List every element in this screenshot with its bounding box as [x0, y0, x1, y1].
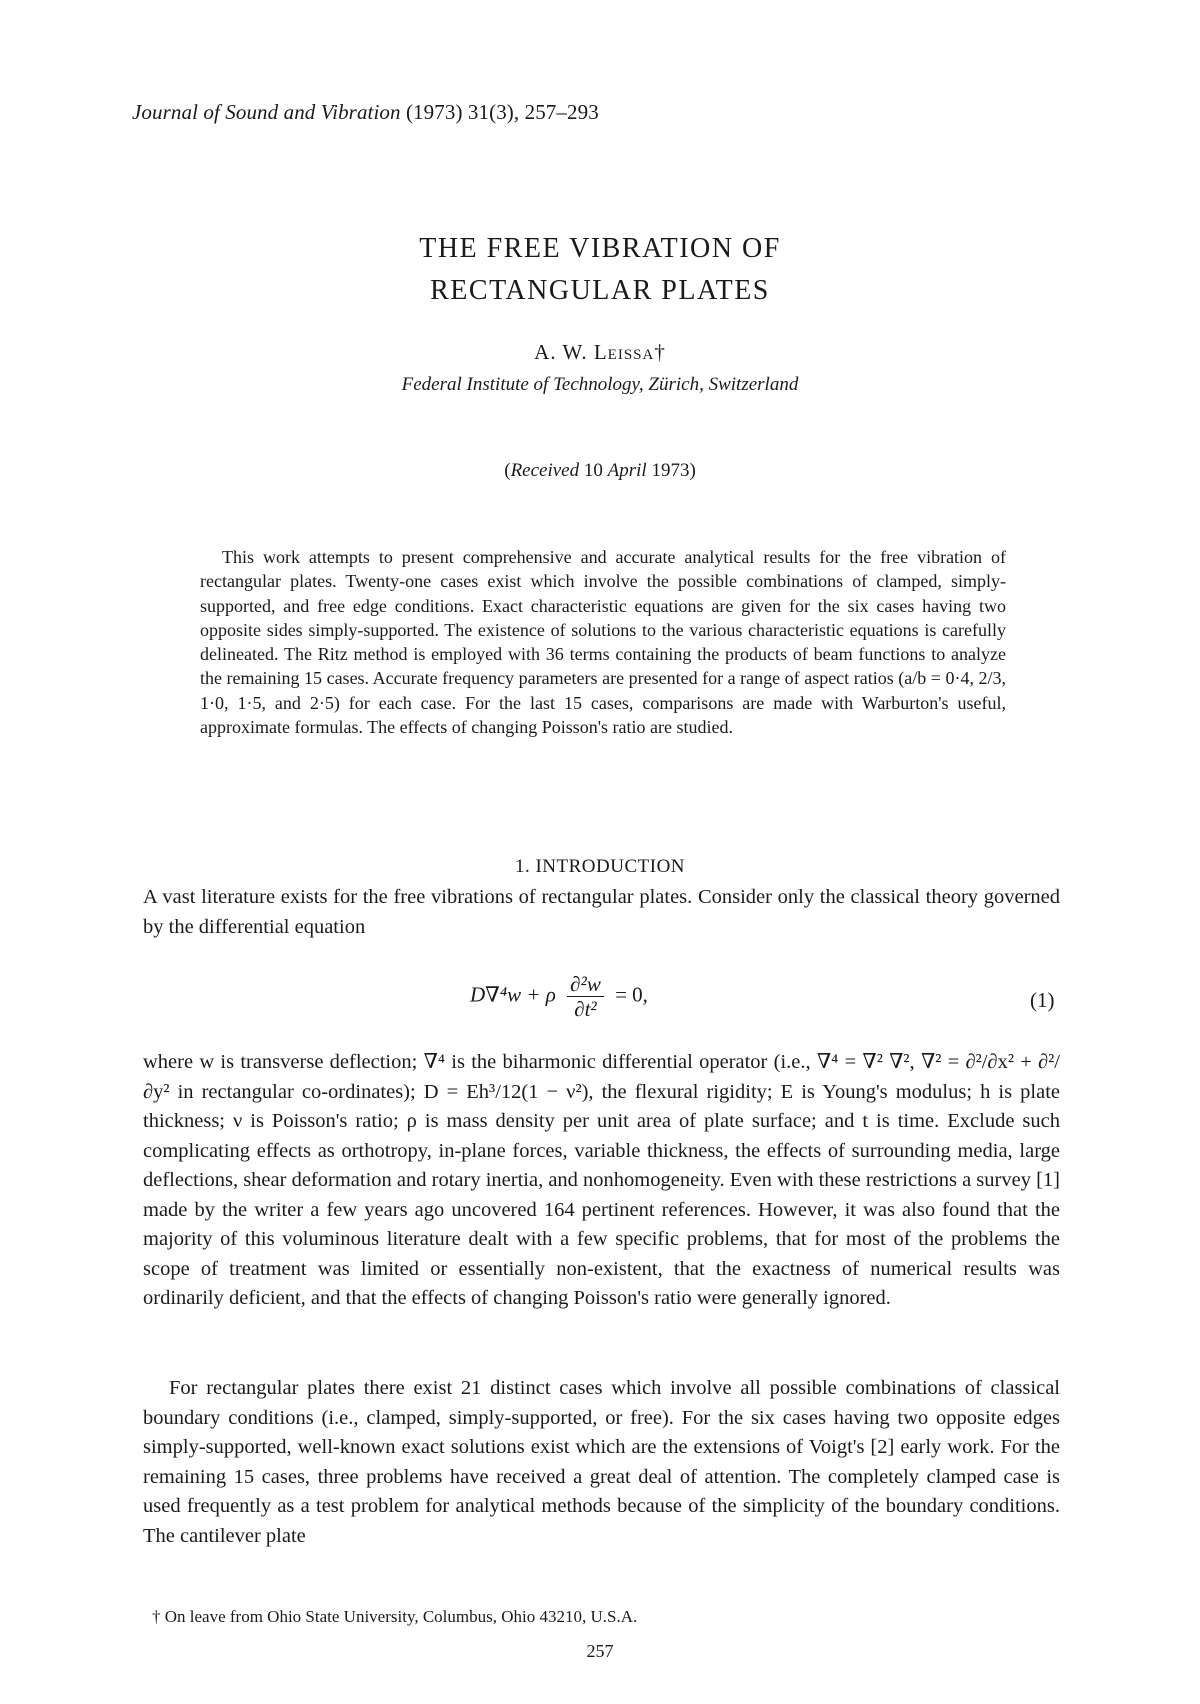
received-month: April — [607, 460, 647, 481]
received-day: 10 — [583, 460, 603, 481]
equation-number: (1) — [1030, 988, 1055, 1012]
title-line-1: THE FREE VIBRATION OF — [419, 233, 781, 264]
footnote: † On leave from Ohio State University, Columbus, Ohio 43210, U.S.A. — [152, 1607, 638, 1626]
received-date — [0, 460, 1200, 482]
paragraph-3: For rectangular plates there exist 21 distinct cases which involve all possible combinations of classical boundary conditions (i.e., clamped, simply-supported, or free). For the six cases having two opposite edges simply-supported, well-known exact solutions exist which are the extensions of Voigt's [2] early work. For the remaining 15 cases, three problems have received a great deal of attention. The completely clamped case is used frequently as a test problem for analytical methods because of the simplicity of the boundary conditions. The cantilever plate — [143, 1377, 1060, 1547]
author-name-text: A. W. Leissa† — [534, 340, 666, 364]
page-number: 257 — [586, 1641, 614, 1661]
equation-1 — [470, 972, 648, 1021]
section-heading: 1. INTRODUCTION — [514, 856, 686, 877]
equation-fraction — [567, 972, 604, 1021]
journal-name: Journal of Sound and Vibration — [132, 100, 401, 124]
title-line-2: RECTANGULAR PLATES — [430, 275, 770, 306]
paragraph-2: where w is transverse deflection; ∇⁴ is the biharmonic differential operator (i.e., ∇⁴ = ∇² ∇², ∇² = ∂²/∂x² + ∂²/∂y² in rectangular co-ordinates); D = Eh³/12(1 − ν²), the flexural rigidity; E is Young's modulus; h is plate thickness; ν is Poisson's ratio; ρ is mass density per unit area of plate surface; and t is time. Exclude such complicating effects as orthotropy, in-plane forces, variable thickness, the effects of surrounding media, large deflections, shear deformation and rotary inertia, and nonhomogeneity. Even with these restrictions a survey [1] made by the writer a few years ago uncovered 164 pertinent references. However, it was also found that the majority of this voluminous literature dealt with a few specific problems, that for most of the problems the scope of treatment was limited or essentially non-existent, that the exactness of numerical results was ordinarily deficient, and that the effects of changing Poisson's ratio were generally ignored. — [143, 1051, 1060, 1309]
received-year: 1973) — [651, 460, 696, 481]
abstract: This work attempts to present comprehensive and accurate analytical results for the free vibration of rectangular plates. Twenty-one cases exist which involve the possible combinations of clamped, simply-supported, and free edge conditions. Exact characteristic equations are given for the six cases having two opposite sides simply-supported. The existence of solutions to the various characteristic equations is carefully delineated. The Ritz method is employed with 36 terms containing the products of beam functions to analyze the remaining 15 cases. Accurate frequency parameters are presented for a range of aspect ratios (a/b = 0·4, 2/3, 1·0, 1·5, and 2·5) for each case. For the last 15 cases, comparisons are made with Warburton's useful, approximate formulas. The effects of changing Poisson's ratio are studied. — [200, 547, 1006, 738]
equation-numerator: ∂²w — [567, 972, 604, 997]
article-title — [0, 228, 1200, 312]
author-affiliation: Federal Institute of Technology, Zürich, Switzerland — [401, 374, 799, 395]
paragraph-1: A vast literature exists for the free vibrations of rectangular plates. Consider only the classical theory governed by the differential equation — [143, 886, 1060, 938]
received-open: ( — [504, 460, 511, 481]
journal-volume: (1973) 31(3), 257–293 — [405, 100, 599, 124]
equation-right: = 0, — [615, 982, 648, 1007]
equation-denominator: ∂t² — [574, 997, 597, 1021]
author-name — [0, 340, 1200, 365]
equation-left: D∇⁴w + ρ — [470, 982, 556, 1007]
received-label: Received — [510, 460, 580, 481]
journal-citation — [132, 100, 599, 125]
